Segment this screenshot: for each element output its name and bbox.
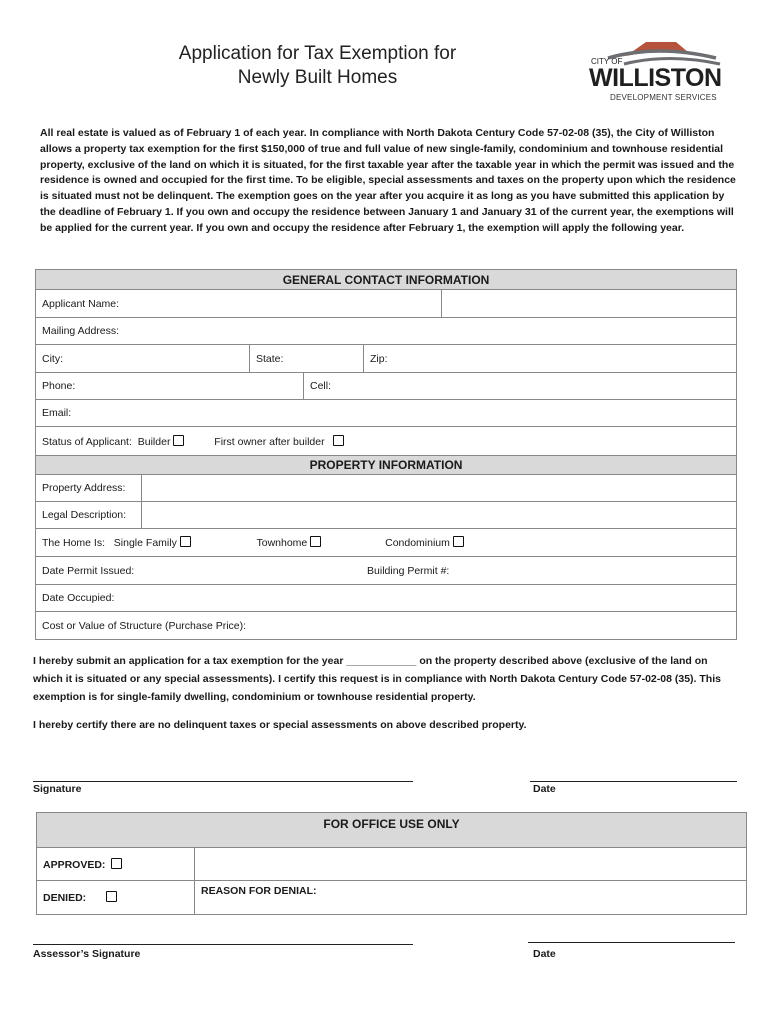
date-occupied-label: Date Occupied: bbox=[42, 592, 115, 604]
approved-label: APPROVED: bbox=[43, 858, 106, 871]
condominium-label: Condominium bbox=[385, 537, 450, 549]
phone-label: Phone: bbox=[42, 380, 76, 392]
signature-label: Signature bbox=[33, 783, 82, 795]
status-first-owner-label: First owner after builder bbox=[214, 435, 325, 448]
zip-label: Zip: bbox=[370, 352, 388, 365]
first-owner-checkbox[interactable] bbox=[333, 435, 344, 446]
logo-name: WILLISTON bbox=[589, 64, 722, 92]
builder-checkbox[interactable] bbox=[173, 435, 184, 446]
condominium-checkbox[interactable] bbox=[453, 536, 464, 547]
email-label: Email: bbox=[42, 407, 72, 419]
cell-label: Cell: bbox=[310, 380, 332, 392]
approved-cell bbox=[37, 848, 195, 881]
legal-description-label: Legal Description: bbox=[42, 509, 127, 521]
city-field[interactable] bbox=[36, 345, 250, 373]
logo-swoosh-1 bbox=[608, 51, 716, 58]
office-heading: FOR OFFICE USE ONLY bbox=[37, 813, 747, 848]
page-title bbox=[150, 42, 485, 90]
townhome-label: Townhome bbox=[256, 537, 308, 549]
mailing-address-label: Mailing Address: bbox=[42, 325, 120, 337]
application-form-table bbox=[35, 269, 737, 640]
legal-description-label-cell bbox=[36, 502, 142, 529]
no-delinquent-statement: I hereby certify there are no delinquent taxes or special assessments on above described property. bbox=[33, 719, 527, 731]
property-address-label: Property Address: bbox=[42, 482, 126, 494]
assessor-signature-label: Assessor’s Signature bbox=[33, 948, 141, 960]
home-type-row bbox=[36, 529, 737, 557]
denied-checkbox[interactable] bbox=[106, 891, 117, 902]
property-heading: PROPERTY INFORMATION bbox=[36, 456, 737, 475]
title-line-2: Newly Built Homes bbox=[237, 67, 398, 88]
state-field[interactable] bbox=[250, 345, 364, 373]
reason-for-denial-field[interactable] bbox=[195, 881, 747, 915]
office-use-table bbox=[36, 812, 747, 915]
mailing-address-field[interactable] bbox=[36, 318, 737, 345]
signature-date-label: Date bbox=[533, 783, 556, 795]
signature-date-line[interactable] bbox=[530, 781, 737, 782]
williston-logo bbox=[588, 38, 728, 104]
date-occupied-field[interactable] bbox=[36, 585, 737, 612]
applicant-name-label: Applicant Name: bbox=[42, 297, 120, 310]
single-family-label: Single Family bbox=[113, 537, 177, 549]
logo-subtitle: DEVELOPMENT SERVICES bbox=[610, 93, 717, 102]
status-label: Status of Applicant: bbox=[42, 435, 132, 448]
contact-heading: GENERAL CONTACT INFORMATION bbox=[36, 270, 737, 290]
signature-line[interactable] bbox=[33, 781, 413, 782]
assessor-signature-line[interactable] bbox=[33, 944, 413, 945]
certification-paragraph: I hereby submit an application for a tax exemption for the year ____________ on the property described above (exclusive of the land on which it is situated or any special assessments). I certify this request is in compliance with North Dakota Century Code 57-02-08 (35). This exemption is for single-family dwelling, condominium or townhouse residential property. bbox=[33, 655, 721, 703]
home-is-label: The Home Is: bbox=[42, 537, 106, 549]
city-label: City: bbox=[42, 352, 63, 365]
assessor-date-line[interactable] bbox=[528, 942, 735, 943]
date-permit-label: Date Permit Issued: bbox=[42, 564, 135, 577]
status-row bbox=[36, 427, 737, 456]
cell-field[interactable] bbox=[304, 373, 737, 400]
applicant-name-extra[interactable] bbox=[442, 290, 737, 318]
cost-label: Cost or Value of Structure (Purchase Price): bbox=[42, 619, 247, 632]
logo-city-of: CITY OF bbox=[591, 57, 623, 66]
assessor-date-label: Date bbox=[533, 948, 556, 960]
email-field[interactable] bbox=[36, 400, 737, 427]
title-line-1: Application for Tax Exemption for bbox=[178, 43, 457, 64]
applicant-name-field[interactable] bbox=[36, 290, 442, 318]
zip-field[interactable] bbox=[364, 345, 737, 373]
state-label: State: bbox=[256, 352, 284, 365]
single-family-checkbox[interactable] bbox=[180, 536, 191, 547]
property-address-label-cell bbox=[36, 475, 142, 502]
approved-notes[interactable] bbox=[195, 848, 747, 881]
cost-field[interactable] bbox=[36, 612, 737, 640]
reason-label: REASON FOR DENIAL: bbox=[201, 885, 317, 897]
permit-row[interactable] bbox=[36, 557, 737, 585]
status-builder-label: Builder bbox=[137, 435, 171, 448]
denied-cell bbox=[37, 881, 195, 915]
legal-description-field[interactable] bbox=[142, 502, 737, 529]
intro-paragraph: All real estate is valued as of February 1 of each year. In compliance with North Dakota Century Code 57-02-08 (35), the City of Williston allows a property tax exemption for the first $150,000 of true and full value of new single-family, condominium and townhouse residential property, exclusive of the land on which it is situated, for the first taxable year after the taxable year in which the permit was issued and the residence is owned and occupied for the first time. To be eligible, special assessments and taxes on the property upon which the residence is situated must not be delinquent. The exemption goes on the year after you acquire it as long as you have submitted this application by the deadline of February 1. If you own and occupy the residence between January 1 and January 31 of the current year, the exemptions will be applied for the current year. If you own and occupy the residence after February 1, the exemption will apply the following year. bbox=[40, 127, 736, 234]
approved-checkbox[interactable] bbox=[111, 858, 122, 869]
townhome-checkbox[interactable] bbox=[310, 536, 321, 547]
property-address-field[interactable] bbox=[142, 475, 737, 502]
building-permit-label: Building Permit #: bbox=[367, 564, 450, 577]
phone-field[interactable] bbox=[36, 373, 304, 400]
denied-label: DENIED: bbox=[43, 892, 87, 904]
